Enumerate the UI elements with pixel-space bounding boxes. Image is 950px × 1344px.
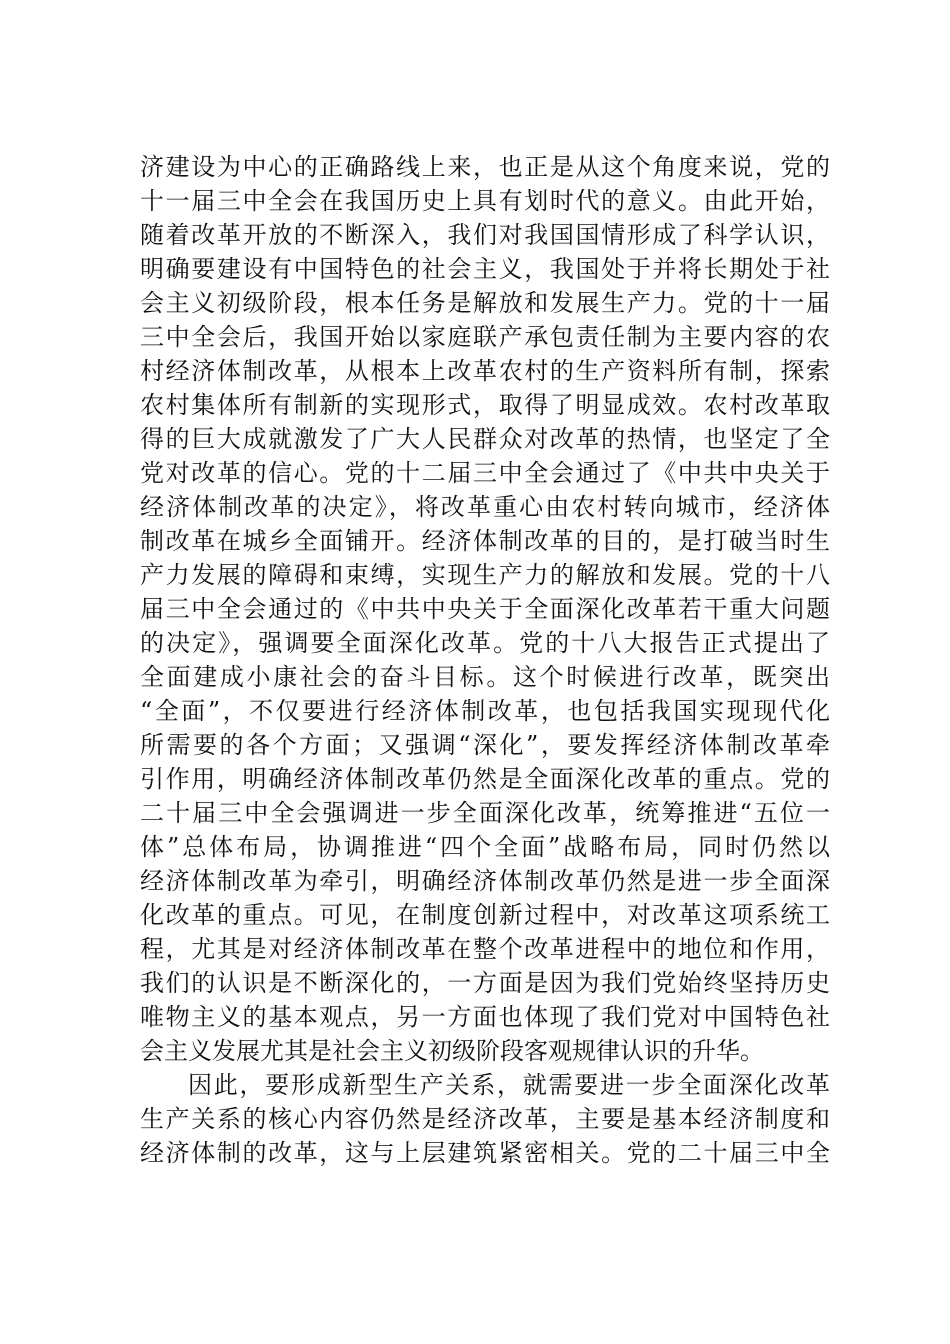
text-line: 我们的认识是不断深化的，一方面是因为我们党始终坚持历史 (140, 969, 830, 997)
text-line: 生产关系的核心内容仍然是经济改革，主要是基本经济制度和 (140, 1105, 830, 1133)
text-line: 产力发展的障碍和束缚，实现生产力的解放和发展。党的十八 (140, 561, 830, 589)
text-line: 村经济体制改革，从根本上改革农村的生产资料所有制，探索 (140, 357, 830, 385)
text-line: 届三中全会通过的《中共中央关于全面深化改革若干重大问题 (140, 595, 830, 623)
document-body-text (140, 150, 830, 1170)
text-line: 程，尤其是对经济体制改革在整个改革进程中的地位和作用， (140, 935, 830, 963)
text-line: 全面建成小康社会的奋斗目标。这个时候进行改革，既突出 (140, 663, 830, 691)
text-line: 化改革的重点。可见，在制度创新过程中，对改革这项系统工 (140, 901, 830, 929)
text-line: 二十届三中全会强调进一步全面深化改革，统筹推进“五位一 (140, 799, 830, 827)
text-line: “全面”，不仅要进行经济体制改革，也包括我国实现现代化 (140, 697, 830, 725)
text-line: 党对改革的信心。党的十二届三中全会通过了《中共中央关于 (140, 459, 830, 487)
text-line: 会主义发展尤其是社会主义初级阶段客观规律认识的升华。 (140, 1037, 764, 1065)
text-line: 会主义初级阶段，根本任务是解放和发展生产力。党的十一届 (140, 289, 830, 317)
text-line: 农村集体所有制新的实现形式，取得了明显成效。农村改革取 (140, 391, 830, 419)
text-line: 的决定》，强调要全面深化改革。党的十八大报告正式提出了 (140, 629, 830, 657)
text-line: 经济体制改革为牵引，明确经济体制改革仍然是进一步全面深 (140, 867, 830, 895)
text-line: 制改革在城乡全面铺开。经济体制改革的目的，是打破当时生 (140, 527, 830, 555)
text-line: 随着改革开放的不断深入，我们对我国国情形成了科学认识， (140, 221, 830, 249)
text-line: 经济体制改革的决定》，将改革重心由农村转向城市，经济体 (140, 493, 830, 521)
text-line: 十一届三中全会在我国历史上具有划时代的意义。由此开始， (140, 187, 830, 215)
text-line: 体”总体布局，协调推进“四个全面”战略布局，同时仍然以 (140, 833, 830, 861)
text-line: 得的巨大成就激发了广大人民群众对改革的热情，也坚定了全 (140, 425, 830, 453)
text-line: 因此，要形成新型生产关系，就需要进一步全面深化改革 (188, 1071, 830, 1099)
text-line: 所需要的各个方面；又强调“深化”，要发挥经济体制改革牵 (140, 731, 830, 759)
text-line: 济建设为中心的正确路线上来，也正是从这个角度来说，党的 (140, 153, 830, 181)
text-line: 引作用，明确经济体制改革仍然是全面深化改革的重点。党的 (140, 765, 830, 793)
text-line: 三中全会后，我国开始以家庭联产承包责任制为主要内容的农 (140, 323, 830, 351)
text-line: 唯物主义的基本观点，另一方面也体现了我们党对中国特色社 (140, 1003, 830, 1031)
text-line: 经济体制的改革，这与上层建筑紧密相关。党的二十届三中全 (140, 1139, 830, 1167)
text-line: 明确要建设有中国特色的社会主义，我国处于并将长期处于社 (140, 255, 830, 283)
